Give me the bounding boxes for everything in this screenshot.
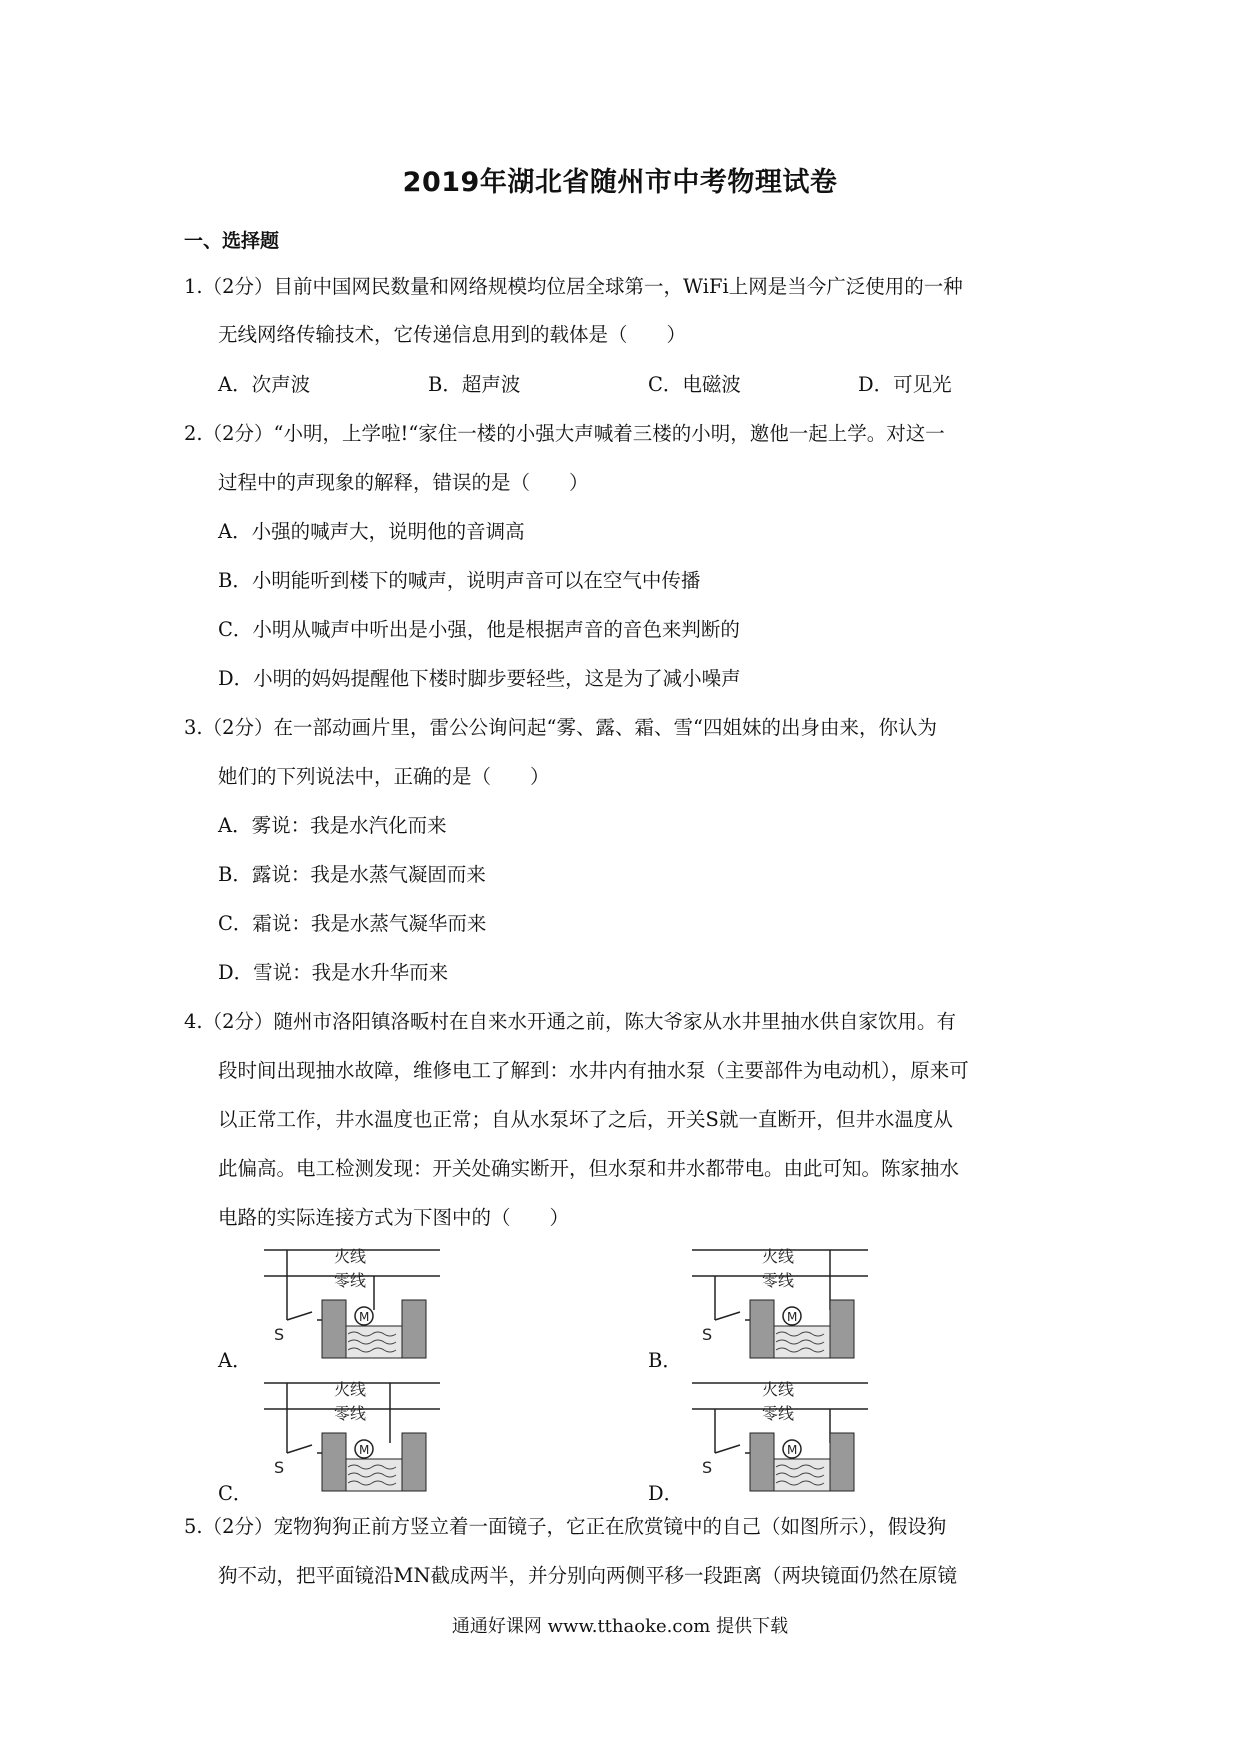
question-2-option-c: C．小明从喊声中听出是小强，他是根据声音的音色来判断的 [218,618,740,641]
page-title: 2019年湖北省随州市中考物理试卷 [402,167,838,198]
question-4-option-d: D． [648,1482,684,1505]
switch-label: S [702,1325,713,1344]
question-4-option-a: A． [218,1349,252,1372]
question-3-line-2: 她们的下列说法中，正确的是（ ） [218,765,550,788]
neutral-wire-label: 零线 [334,1404,367,1423]
live-wire-label: 火线 [334,1380,367,1399]
neutral-wire-label: 零线 [762,1271,795,1290]
neutral-wire-label: 零线 [762,1404,795,1423]
question-3-line-1: 3.（2分）在一部动画片里，雷公公询问起“雾、露、霜、雪“四姐妹的出身由来，你认为 [184,716,937,739]
question-3-option-a: A．雾说：我是水汽化而来 [218,814,447,837]
question-1-line-2: 无线网络传输技术，它传递信息用到的载体是（ ） [218,323,687,346]
question-2-option-a: A．小强的喊声大，说明他的音调高 [218,520,525,543]
section-heading: 一、选择题 [184,230,280,252]
question-1-option-a: A．次声波 [218,373,311,396]
switch-label: S [702,1458,713,1477]
question-1-option-d: D．可见光 [858,373,952,396]
question-5-line-2: 狗不动，把平面镜沿MN截成两半，并分别向两侧平移一段距离（两块镜面仍然在原镜 [218,1564,958,1587]
question-4-option-c: C． [218,1482,253,1505]
question-2-option-d: D．小明的妈妈提醒他下楼时脚步要轻些，这是为了减小噪声 [218,667,741,690]
question-3-option-d: D．雪说：我是水升华而来 [218,961,449,984]
motor-label: M [787,1443,798,1457]
motor-label: M [359,1310,370,1324]
switch-label: S [274,1325,285,1344]
live-wire-label: 火线 [334,1247,367,1266]
question-4-option-b: B． [648,1349,682,1372]
circuit-diagram-c [262,1373,442,1493]
circuit-diagram-a [262,1240,442,1360]
live-wire-label: 火线 [762,1247,795,1266]
live-wire-label: 火线 [762,1380,795,1399]
question-4-line-2: 段时间出现抽水故障，维修电工了解到：水井内有抽水泵（主要部件为电动机），原来可 [218,1059,969,1082]
question-1-option-c: C．电磁波 [648,373,741,396]
question-4-line-4: 此偏高。电工检测发现：开关处确实断开，但水泵和井水都带电。由此可知。陈家抽水 [218,1157,960,1180]
question-3-option-c: C．霜说：我是水蒸气凝华而来 [218,912,487,935]
question-5-line-1: 5.（2分）宠物狗狗正前方竖立着一面镜子，它正在欣赏镜中的自己（如图所示），假设狗 [184,1515,947,1538]
page-footer: 通通好课网 www.tthaoke.com 提供下载 [451,1616,789,1637]
question-4-line-1: 4.（2分）随州市洛阳镇洛畈村在自来水开通之前，陈大爷家从水井里抽水供自家饮用。有 [184,1010,957,1033]
question-1-line-1: 1.（2分）目前中国网民数量和网络规模均位居全球第一，WiFi上网是当今广泛使用的一种 [184,275,963,298]
question-3-option-b: B．露说：我是水蒸气凝固而来 [218,863,486,886]
question-4-line-5: 电路的实际连接方式为下图中的（ ） [218,1206,570,1229]
question-4-line-3: 以正常工作，井水温度也正常；自从水泵坏了之后，开关S就一直断开，但井水温度从 [218,1108,953,1131]
neutral-wire-label: 零线 [334,1271,367,1290]
motor-label: M [359,1443,370,1457]
circuit-diagram-d [690,1373,870,1493]
question-1-option-b: B．超声波 [428,373,521,396]
switch-label: S [274,1458,285,1477]
question-2-line-1: 2.（2分）“小明，上学啦!“家住一楼的小强大声喊着三楼的小明，邀他一起上学。对这一 [184,422,945,445]
circuit-diagram-b [690,1240,870,1360]
question-2-line-2: 过程中的声现象的解释，错误的是（ ） [218,471,589,494]
question-2-option-b: B．小明能听到楼下的喊声，说明声音可以在空气中传播 [218,569,701,592]
motor-label: M [787,1310,798,1324]
